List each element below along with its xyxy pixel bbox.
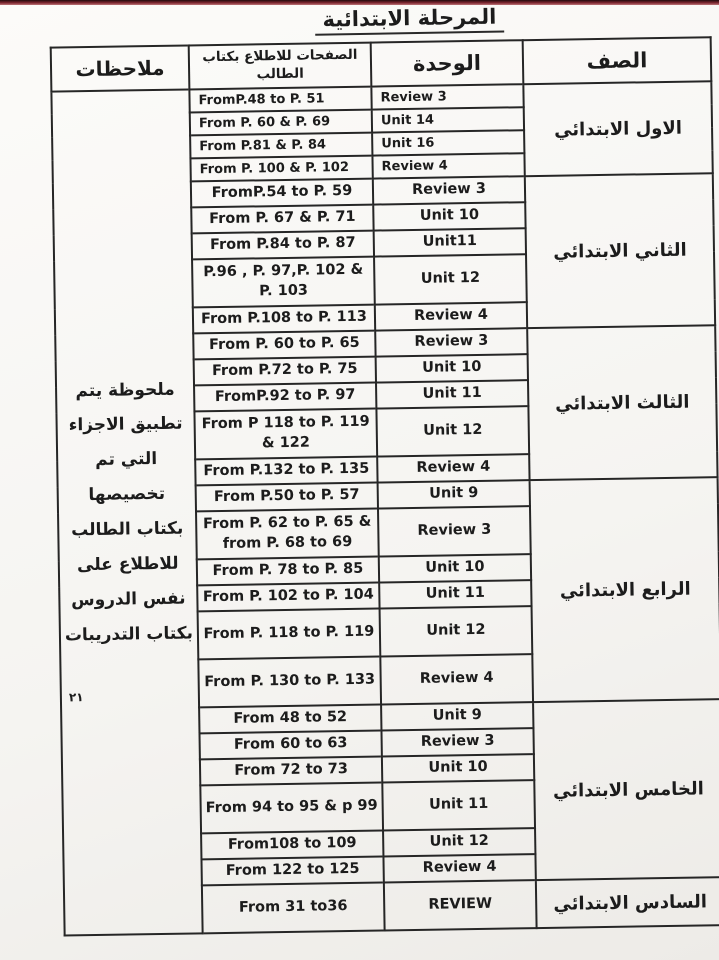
unit-cell: Unit 11: [379, 580, 531, 608]
unit-cell: Unit11: [374, 228, 526, 256]
unit-cell: Unit 10: [379, 554, 531, 582]
pages-cell: From 122 to 125: [201, 856, 383, 885]
pages-cell: From P. 118 to P. 119: [198, 609, 381, 660]
unit-cell: Unit 12: [380, 606, 533, 656]
unit-cell: Unit 14: [372, 107, 524, 132]
pages-cell: From P. 100 & P. 102: [190, 156, 372, 182]
schedule-table: [50, 36, 719, 936]
pages-cell: From P. 102 to P. 104: [197, 583, 379, 612]
unit-cell: Review 4: [377, 454, 529, 482]
unit-cell: Unit 12: [383, 828, 535, 856]
unit-cell: Unit 10: [382, 754, 534, 782]
pages-cell: From 72 to 73: [200, 757, 382, 786]
unit-cell: Review 4: [380, 654, 533, 704]
pages-cell: From108 to 109: [201, 830, 383, 859]
schedule-table-wrap: [50, 36, 719, 936]
unit-cell: Unit 9: [381, 702, 533, 730]
unit-cell: Unit 12: [376, 406, 529, 456]
unit-cell: REVIEW: [384, 880, 537, 930]
pages-cell: From P.81 & P. 84: [190, 133, 372, 159]
unit-cell: Review 3: [373, 176, 525, 204]
unit-cell: Review 3: [378, 506, 531, 556]
pages-cell: From 48 to 52: [199, 705, 381, 734]
header-notes: ملاحظات: [51, 45, 190, 91]
pages-cell: From P.50 to P. 57: [196, 483, 378, 512]
unit-cell: Unit 9: [378, 480, 530, 508]
pages-cell: From P.72 to P. 75: [194, 357, 376, 386]
pages-cell: From P 118 to P. 119 & 122: [194, 409, 377, 460]
notes-margin-mark: ٢١: [68, 689, 84, 705]
pages-cell: From P.84 to P. 87: [192, 231, 374, 260]
unit-cell: Review 3: [381, 728, 533, 756]
pages-cell: From P. 78 to P. 85: [197, 557, 379, 586]
unit-cell: Review 3: [375, 328, 527, 356]
grade-cell: الثالث الابتدائي: [527, 325, 717, 480]
unit-cell: Review 3: [371, 84, 523, 109]
unit-cell: Review 4: [375, 302, 527, 330]
pages-cell: From P. 67 & P. 71: [191, 205, 373, 234]
pages-cell: From P. 60 & P. 69: [190, 110, 372, 136]
grade-cell: الاول الابتدائي: [523, 81, 712, 176]
grade-cell: الخامس الابتدائي: [533, 699, 719, 880]
pages-cell: FromP.54 to P. 59: [191, 179, 373, 208]
grade-cell: الرابع الابتدائي: [530, 477, 719, 702]
unit-cell: Unit 10: [373, 202, 525, 230]
pages-cell: From P. 60 to P. 65: [193, 331, 375, 360]
pages-cell: From P.108 to P. 113: [193, 305, 375, 334]
pages-cell: From 31 to36: [202, 882, 385, 933]
pages-cell: P.96 , P. 97,P. 102 & P. 103: [192, 257, 375, 308]
unit-cell: Unit 12: [374, 254, 527, 304]
unit-cell: Unit 11: [376, 380, 528, 408]
header-unit: الوحدة: [371, 40, 524, 86]
pages-cell: From P. 62 to P. 65 & from P. 68 to 69: [196, 509, 379, 560]
pages-cell: FromP.48 to P. 51: [189, 87, 371, 113]
header-pages: الصفحات للاطلاع بكتاب الطالب: [189, 43, 372, 90]
unit-cell: Unit 10: [376, 354, 528, 382]
grade-cell: الثاني الابتدائي: [525, 173, 715, 328]
unit-cell: Review 4: [383, 854, 535, 882]
pages-cell: FromP.92 to P. 97: [194, 383, 376, 412]
grade-cell: السادس الابتدائي: [536, 877, 719, 928]
pages-cell: From 94 to 95 & p 99: [200, 782, 383, 833]
notes-text: ملحوظة يتم تطبيق الاجزاء التي تم تخصيصها بكتاب الطالب للاطلاع على نفس الدروس بكتاب التدريبات: [64, 379, 194, 645]
page-title: المرحلة الابتدائية: [314, 4, 504, 35]
unit-cell: Review 4: [372, 153, 524, 178]
notes-cell: [51, 89, 202, 935]
unit-cell: Unit 16: [372, 130, 524, 155]
title-wrap: [0, 1, 719, 42]
pages-cell: From P. 130 to P. 133: [198, 657, 381, 708]
pages-cell: From 60 to 63: [199, 731, 381, 760]
unit-cell: Unit 11: [382, 780, 535, 830]
header-grade: الصف: [523, 37, 712, 84]
pages-cell: From P.132 to P. 135: [195, 457, 377, 486]
